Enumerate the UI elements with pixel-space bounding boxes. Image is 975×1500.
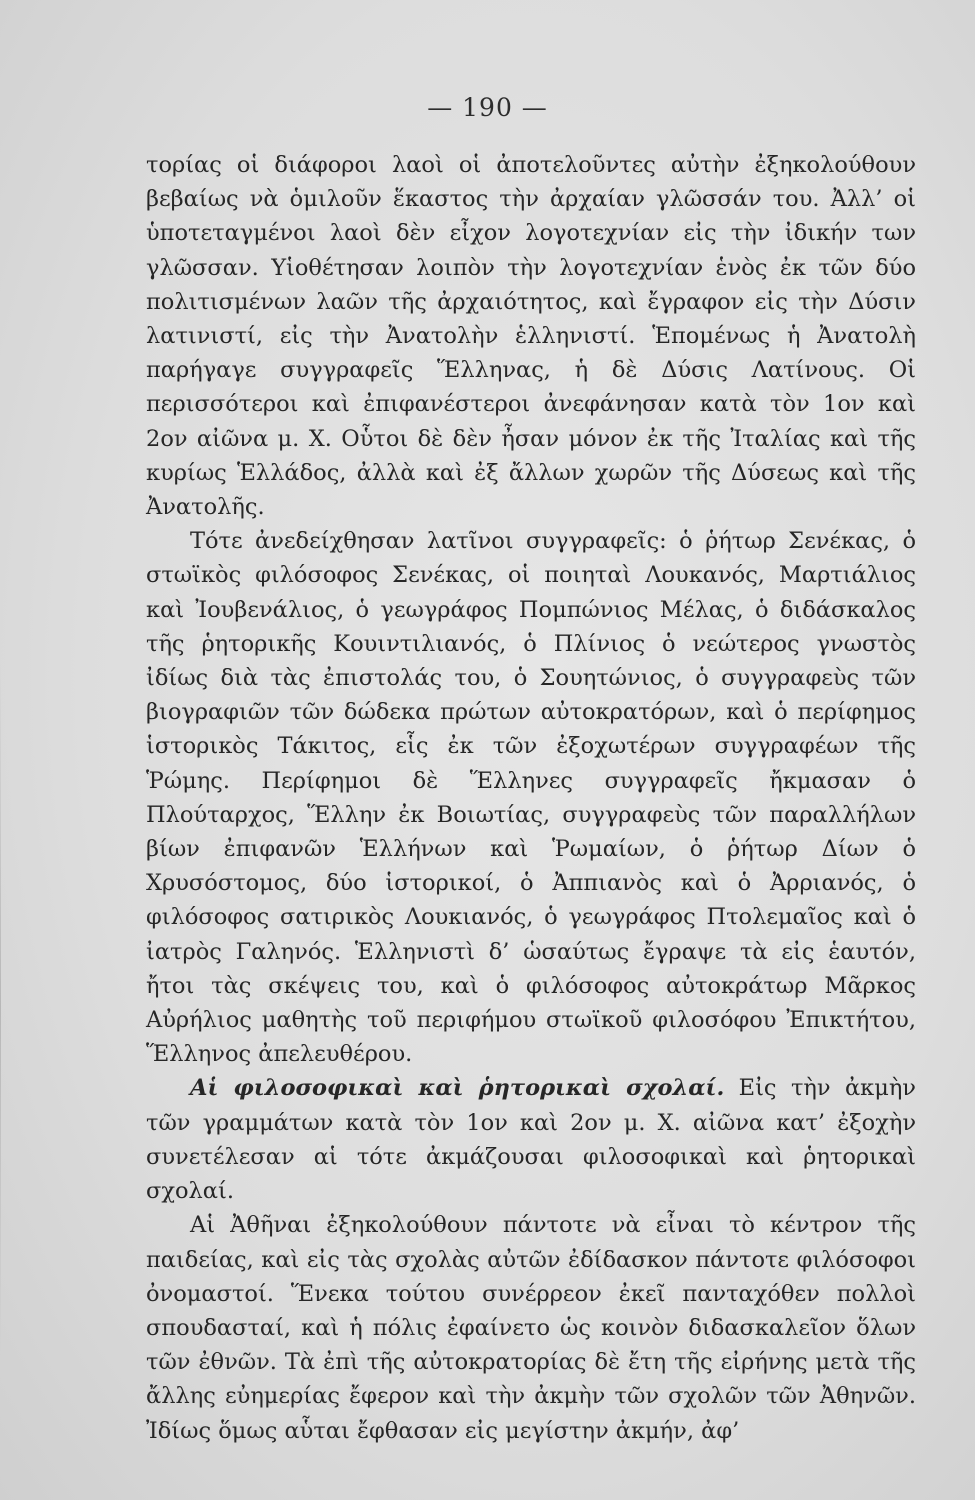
body-text [146, 148, 916, 1448]
page-edge-shadow [0, 660, 1, 1360]
page-number: — 190 — [427, 93, 548, 122]
paragraph-4 [146, 1208, 916, 1447]
paragraph-2-text: Τότε ἀνεδείχθησαν λατῖνοι συγγραφεῖς: ὁ ῥήτωρ Σενέκας, ὁ στωϊκὸς φιλόσοφος Σενέκας, οἱ ποιηταὶ Λουκανός, Μαρτιάλιος καὶ Ἰουβενάλιος, ὁ γεωγράφος Πομπώνιος Μέλας, ὁ διδάσκαλος τῆς ῥητορικῆς Κουιντιλιανός, ὁ Πλίνιος ὁ νεώτερος γνωστὸς ἰδίως διὰ τὰς ἐπιστολάς του, ὁ Σουητώνιος, ὁ συγγραφεὺς τῶν βιογραφιῶν τῶν δώδεκα πρώτων αὐτοκρατόρων, καὶ ὁ περίφημος ἱστορικὸς Τάκιτος, εἷς ἐκ τῶν ἐξοχωτέρων συγγραφέων τῆς Ῥώμης. Περίφημοι δὲ Ἕλληνες συγγραφεῖς ἤκμασαν ὁ Πλούταρχος, Ἕλλην ἐκ Βοιωτίας, συγγραφεὺς τῶν παραλλήλων βίων ἐπιφανῶν Ἑλλήνων καὶ Ῥωμαίων, ὁ ῥήτωρ Δίων ὁ Χρυσόστομος, δύο ἱστορικοί, ὁ Ἀππιανὸς καὶ ὁ Ἀρριανός, ὁ φιλόσοφος σατιρικὸς Λουκιανός, ὁ γεωγράφος Πτολεμαῖος καὶ ὁ ἰατρὸς Γαληνός. Ἑλληνιστὶ δ’ ὡσαύτως ἔγραψε τὰ εἰς ἑαυτόν, ἤτοι τὰς σκέψεις του, καὶ ὁ φιλόσοφος αὐτοκράτωρ Μᾶρκος Αὐρήλιος μαθητὴς τοῦ περιφήμου στωϊκοῦ φιλοσόφου Ἐπικτήτου, Ἕλληνος ἀπελευθέρου. [146, 528, 916, 1068]
paragraph-2 [146, 524, 916, 1071]
paragraph-1 [146, 148, 916, 524]
paragraph-1-text: τορίας οἱ διάφοροι λαοὶ οἱ ἀποτελοῦντες αὐτὴν ἐξηκολούθουν βεβαίως νὰ ὁμιλοῦν ἕκαστος τὴν ἀρχαίαν γλῶσσάν του. Ἀλλ’ οἱ ὑποτεταγμένοι λαοὶ δὲν εἶχον λογοτεχνίαν εἰς τὴν ἰδικήν των γλῶσσαν. Υἱοθέτησαν λοιπὸν τὴν λογοτεχνίαν ἑνὸς ἐκ τῶν δύο πολιτισμένων λαῶν τῆς ἀρχαιότητος, καὶ ἔγραφον εἰς τὴν Δύσιν λατινιστί, εἰς τὴν Ἀνατολὴν ἑλληνιστί. Ἑπομένως ἡ Ἀνατολὴ παρήγαγε συγγραφεῖς Ἕλληνας, ἡ δὲ Δύσις Λατίνους. Οἱ περισσότεροι καὶ ἐπιφανέστεροι ἀνεφάνησαν κατὰ τὸν 1ον καὶ 2ον αἰῶνα μ. Χ. Οὗτοι δὲ δὲν ἦσαν μόνον ἐκ τῆς Ἰταλίας καὶ τῆς κυρίως Ἑλλάδος, ἀλλὰ καὶ ἐξ ἄλλων χωρῶν τῆς Δύσεως καὶ τῆς Ἀνατολῆς. [146, 152, 916, 521]
section-heading: Αἱ φιλοσοφικαὶ καὶ ῥητορικαὶ σχολαί. [190, 1075, 725, 1102]
paragraph-3-text: Εἰς τὴν ἀκμὴν τῶν γραμμάτων κατὰ τὸν 1ον καὶ 2ον μ. Χ. αἰῶνα κατ’ ἐξοχὴν συνετέλεσαν αἱ τότε ἀκμάζουσαι φιλοσοφικαὶ καὶ ῥητορικαὶ σχολαί. [146, 1075, 916, 1205]
paragraph-4-text: Αἱ Ἀθῆναι ἐξηκολούθουν πάντοτε νὰ εἶναι τὸ κέντρον τῆς παιδείας, καὶ εἰς τὰς σχολὰς αὐτῶν ἐδίδασκον πάντοτε φιλόσοφοι ὀνομαστοί. Ἕνεκα τούτου συνέρρεον ἐκεῖ πανταχόθεν πολλοὶ σπουδασταί, καὶ ἡ πόλις ἐφαίνετο ὡς κοινὸν διδασκαλεῖον ὅλων τῶν ἐθνῶν. Τὰ ἐπὶ τῆς αὐτοκρατορίας δὲ ἔτη τῆς εἰρήνης μετὰ τῆς ἄλλης εὐημερίας ἔφερον καὶ τὴν ἀκμὴν τῶν σχολῶν τῶν Ἀθηνῶν. Ἰδίως ὅμως αὗται ἔφθασαν εἰς μεγίστην ἀκμήν, ἀφ’ [146, 1212, 916, 1444]
paragraph-3 [146, 1071, 916, 1208]
